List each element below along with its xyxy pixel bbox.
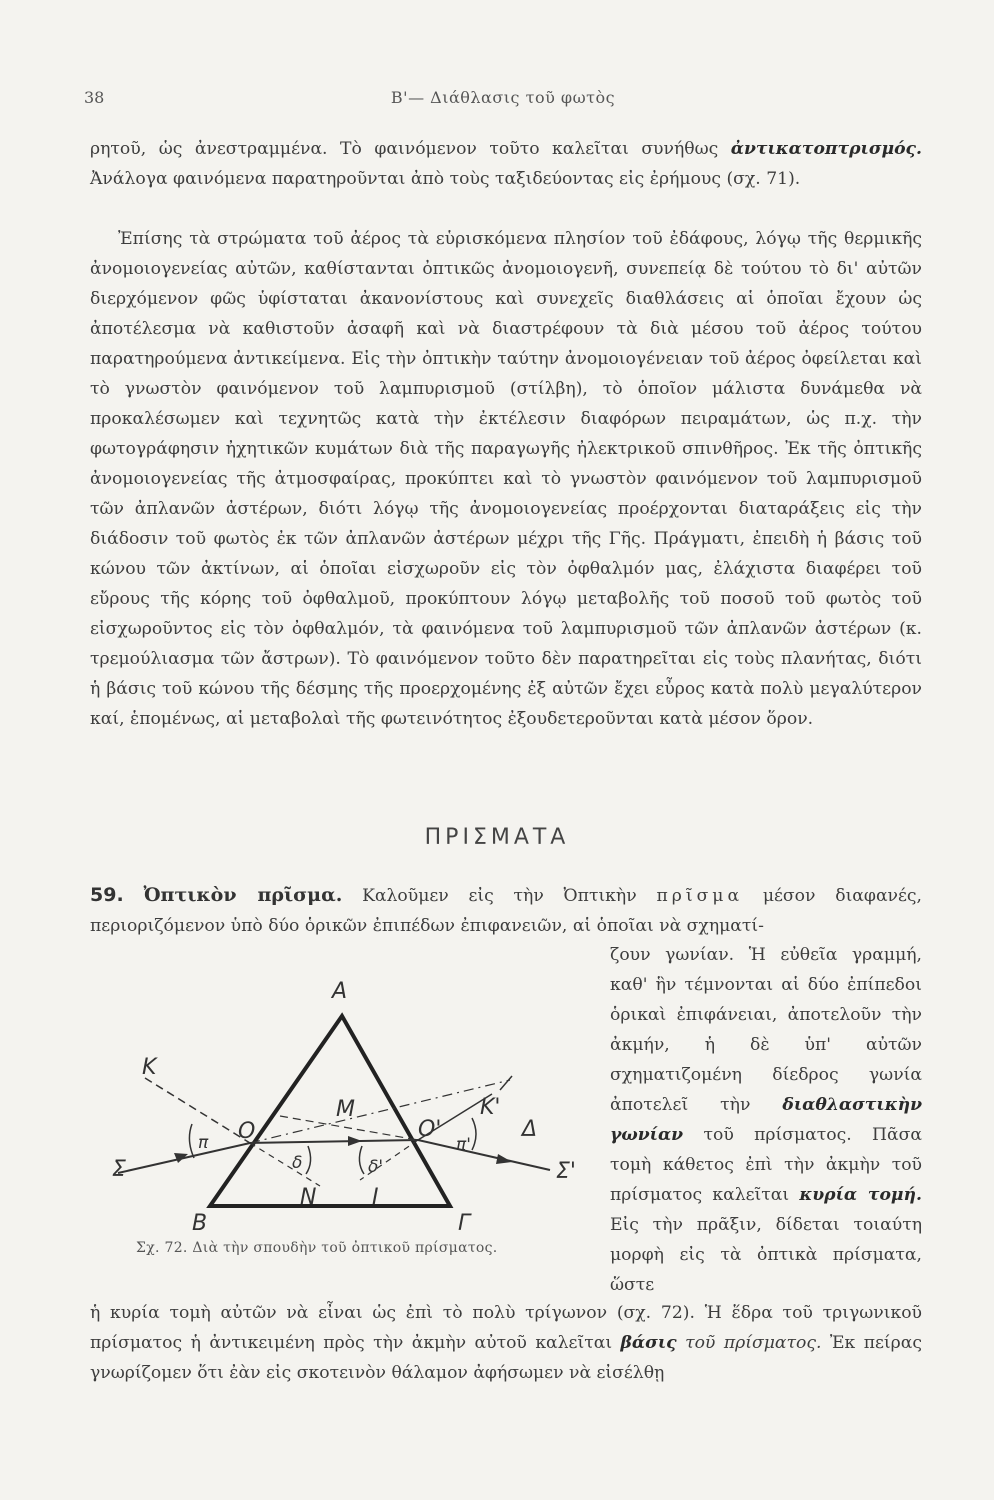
label-O1: O' <box>418 1117 442 1142</box>
label-B: B <box>192 1211 208 1236</box>
page-number: 38 <box>84 88 105 107</box>
label-M: M <box>336 1097 355 1122</box>
paragraph-twinkling: Ἐπίσης τὰ στρώματα τοῦ ἀέρος τὰ εὑρισκόμενα πλησίον τοῦ ἐδάφους, λόγῳ τῆς θερμικῆς ἀνομοιογενείας αὐτῶν, καθίστανται ὀπτικῶς ἀνομοιογενῆ, συνεπείᾳ δὲ τούτου τὸ δι' αὐτῶν διερχόμενον φῶς ὑφίσταται ἀκανονίστους καὶ συνεχεῖς διαθλάσεις αἱ ὁποῖαι ἔχουν ὡς ἀποτέλεσμα νὰ καθιστοῦν ἀσαφῆ καὶ νὰ διαστρέφουν τὰ διὰ μέσου τοῦ ἀέρος τούτου παρατηρούμενα ἀντικείμενα. Εἰς τὴν ὀπτικὴν ταύτην ἀνομοιογένειαν τοῦ ἀέρος ὀφείλεται καὶ τὸ γνωστὸν φαινόμενον τοῦ λαμπυρισμοῦ (στίλβη), τὸ ὁποῖον μάλιστα δυνάμεθα νὰ προκαλέσωμεν καὶ τεχνητῶς κατὰ τὴν ἐκτέλεσιν διαφόρων πειραμάτων, ὡς π.χ. τὴν φωτογράφησιν ἠχητικῶν κυμάτων διὰ τῆς παραγωγῆς ἠλεκτρικοῦ σπινθῆρος. Ἐκ τῆς ὀπτικῆς ἀνομοιογενείας τῆς ἀτμοσφαίρας, προκύπτει καὶ τὸ γνωστὸν φαινόμενον τοῦ λαμπυρισμοῦ τῶν ἀπλανῶν ἀστέρων, διότι λόγῳ τῆς ἀνομοιογενείας προέρχονται διαταράξεις εἰς τὴν διάδοσιν τοῦ φωτὸς ἐκ τῶν ἀπλανῶν ἀστέρων μέχρι τῆς Γῆς. Πράγματι, ἐπειδὴ ἡ βάσις τοῦ κώνου τῶν ἀκτίνων, αἱ ὁποῖαι εἰσχωροῦν εἰς τὸν ὀφθαλμόν μας, ἐλάχιστα διαφέρει τοῦ εὔρους τῆς κόρης τοῦ ὀφθαλμοῦ, προκύπτουν λόγῳ μεταβολῆς τοῦ ποσοῦ τοῦ φωτὸς τοῦ εἰσχωροῦντος εἰς τὸν ὀφθαλμόν, τὰ φαινόμενα τοῦ λαμπυρισμοῦ τῶν ἀπλανῶν ἀστέρων (κ. τρεμούλιασμα τῶν ἄστρων). Τὸ φαινόμενον τοῦτο δὲν παρατηρεῖται εἰς τοὺς πλανήτας, διότι ἡ βάσις τοῦ κώνου τῆς δέσμης τῆς προερχομένης ἐξ αὐτῶν ἔχει εὖρος κατὰ πολὺ μεγαλύτερον καί, ἑπομένως, αἱ μεταβολαὶ τῆς φωτεινότητος ἐξουδετεροῦνται κατὰ μέσον ὅρον. <box>90 229 922 729</box>
internal-ray <box>250 1140 418 1143</box>
paragraph-mirage <box>90 134 922 194</box>
paragraph-text: Ἐκ πείρας γνωρίζομεν ὅτι ἐὰν εἰς σκοτεινὸν θάλαμον ἀφήσωμεν νὰ εἰσέλθῃ <box>90 1333 923 1383</box>
paragraph-text: ρητοῦ, ὡς ἀνεστραμμένα. Τὸ φαινόμενον τοῦτο καλεῖται συνήθως <box>90 139 731 159</box>
page-header <box>84 88 922 114</box>
paragraph-text: τοῦ πρίσματος. Πᾶσα τομὴ κάθετος ἐπὶ τὴν ἀκμὴν τοῦ πρίσματος καλεῖται <box>610 1125 922 1205</box>
section-title: ΠΡΙΣΜΑΤΑ <box>424 825 570 850</box>
emergent-ray <box>418 1140 550 1170</box>
label-I: I <box>372 1185 379 1210</box>
figure-caption: Σχ. 72. Διὰ τὴν σπουδὴν τοῦ ὀπτικοῦ πρίσματος. <box>136 1240 498 1256</box>
paragraph-prism-base <box>90 1298 922 1388</box>
term-base: βάσις <box>620 1333 677 1353</box>
paragraph-59 <box>90 880 922 941</box>
paragraph-text: Εἰς τὴν πρᾶξιν, δίδεται τοιαύτη μορφὴ εἰς τὰ ὀπτικὰ πρίσματα, ὥστε <box>610 1215 922 1295</box>
label-K1: K' <box>480 1095 501 1120</box>
label-O: O <box>238 1119 256 1144</box>
normal-tick <box>500 1076 512 1090</box>
label-N: N <box>300 1185 317 1210</box>
label-Sigma1: Σ' <box>556 1159 576 1184</box>
angle-delta-arc <box>306 1146 311 1174</box>
emergent-ray-arrow <box>496 1154 512 1164</box>
term-prism: πρῖσμα <box>656 886 744 906</box>
label-delta: δ <box>292 1153 303 1173</box>
prism-triangle <box>210 1016 450 1206</box>
section-number: 59. <box>90 884 124 906</box>
term-mirage: ἀντικατοπτρισμός. <box>730 139 922 159</box>
label-Gamma: Γ <box>458 1211 471 1236</box>
label-K: K <box>142 1055 157 1080</box>
paragraph-text: ζουν γωνίαν. Ἡ εὐθεῖα γραμμή, καθ' ἣν τέμνονται αἱ δύο ἐπίπεδοι ὁρικαὶ ἐπιφάνειαι, ἀποτελοῦν τὴν ἀκμήν, ἡ δὲ ὑπ' αὐτῶν σχηματιζομένη δίεδρος γωνία ἀποτελεῖ τὴν <box>610 945 922 1115</box>
internal-ray-arrow <box>348 1136 362 1146</box>
section-heading: Ὀπτικὸν πρῖσμα. <box>143 884 343 906</box>
label-delta1: δ' <box>368 1157 384 1177</box>
term-principal-section: κυρία τομή. <box>799 1185 922 1205</box>
prism-figure <box>100 968 590 1238</box>
paragraph-text: τοῦ <box>676 1333 724 1353</box>
angle-pi-arc <box>189 1124 194 1158</box>
label-Sigma: Σ <box>112 1157 126 1182</box>
label-pi1: π' <box>456 1135 471 1155</box>
incident-ray <box>118 1143 250 1173</box>
paragraph-prism-right-column <box>610 940 922 1300</box>
term-base-prism: πρίσματος. <box>723 1333 822 1353</box>
label-pi: π <box>198 1133 209 1153</box>
paragraph-text: ἡ κυρία τομὴ αὐτῶν νὰ εἶναι ὡς ἐπὶ τὸ πολὺ τρίγωνον (σχ. 72). Ἡ ἕδρα τοῦ τριγωνικοῦ πρίσματος ἡ ἀντικειμένη πρὸς τὴν ἀκμὴν αὐτοῦ καλεῖται <box>90 1303 922 1353</box>
label-Delta: Δ <box>522 1117 538 1142</box>
paragraph-text: Ἀνάλογα φαινόμενα παρατηροῦνται ἀπὸ τοὺς ταξιδεύοντας εἰς ἐρήμους (σχ. 71). <box>90 169 801 189</box>
angle-delta1-arc <box>359 1146 364 1174</box>
angle-pi1-arc <box>472 1118 476 1150</box>
paragraph-text: Καλοῦμεν εἰς τὴν Ὀπτικὴν <box>342 886 657 906</box>
running-title: Β'— Διάθλασις τοῦ φωτὸς <box>390 88 616 107</box>
term-refracting-angle: διαθλαστικὴν γωνίαν <box>610 1095 922 1145</box>
paragraph-text: μέσον διαφανές, περιοριζόμενον ὑπὸ δύο ὁρικῶν ἐπιπέδων ἐπιφανειῶν, αἱ ὁποῖαι νὰ σχηματί- <box>90 886 922 936</box>
label-A: A <box>332 979 348 1004</box>
